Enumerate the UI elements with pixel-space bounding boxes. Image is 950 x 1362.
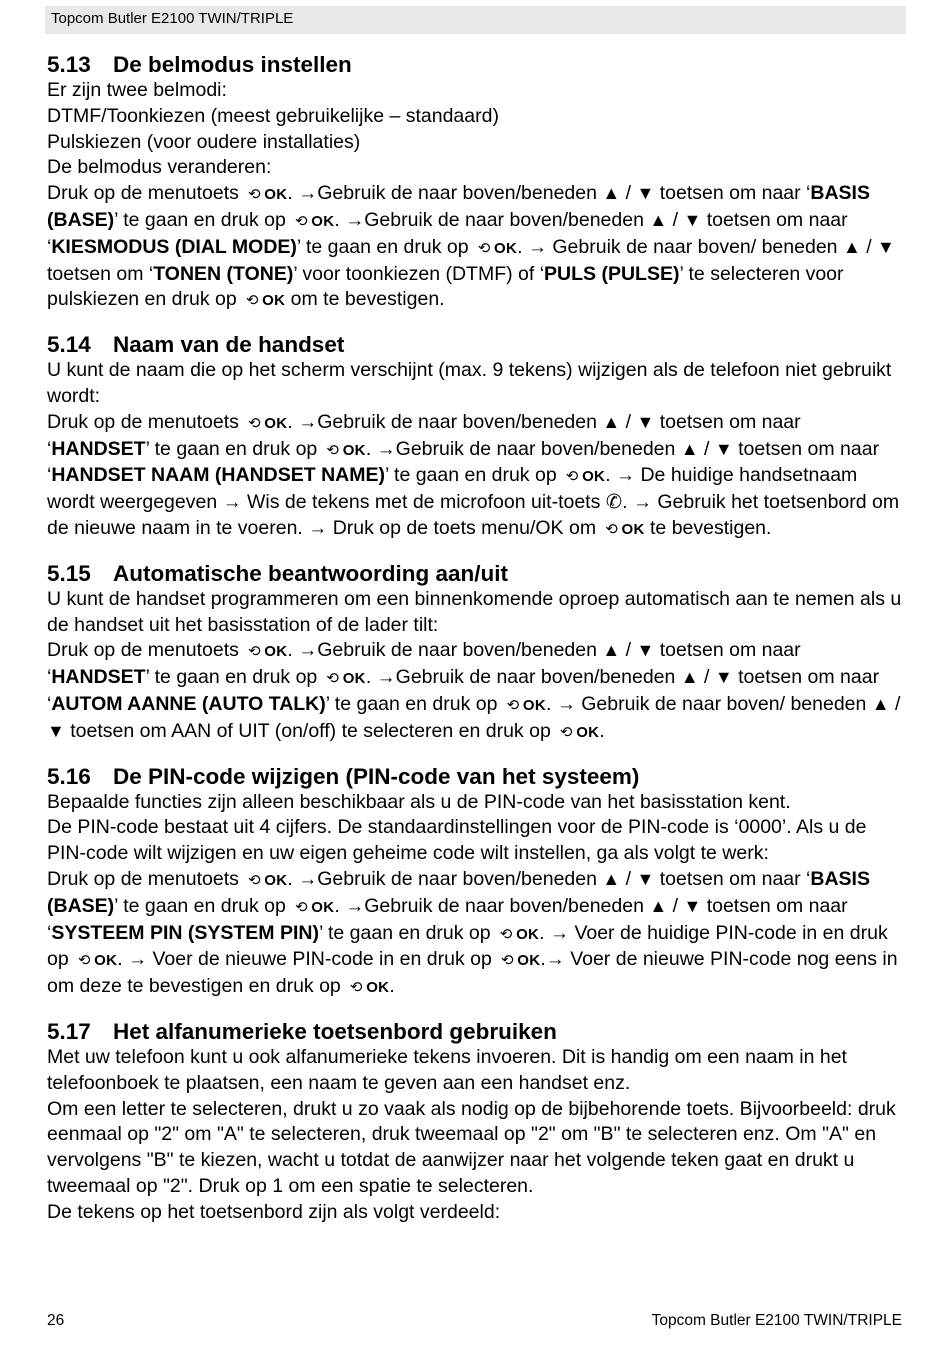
ok-key-label: OK bbox=[516, 925, 540, 943]
right-arrow-icon: → bbox=[308, 517, 328, 539]
ok-key-label: OK bbox=[621, 520, 645, 538]
ok-key-icon: ⟲ bbox=[499, 925, 513, 943]
ok-key-label: OK bbox=[311, 212, 335, 230]
paragraph: U kunt de naam die op het scherm verschijnt (max. 9 tekens) wijzigen als de telefoon niet gebruikt wordt: bbox=[47, 359, 892, 407]
paragraph: Met uw telefoon kunt u ook alfanumerieke tekens invoeren. Dit is handig om een naam in het telefoonboek te plaatsen, een naam te geven aan een handset enz. bbox=[47, 1045, 847, 1094]
ok-key-label: OK bbox=[342, 441, 366, 459]
section-5-15 bbox=[47, 561, 907, 746]
right-arrow-icon: → bbox=[298, 183, 318, 205]
right-arrow-icon: → bbox=[376, 438, 396, 460]
ok-key-label: OK bbox=[366, 979, 390, 997]
instruction-paragraph: Druk op de menutoets ⟲ OK. →Gebruik de naar boven/beneden ▲ / ▼ toetsen om naar ‘HANDSET’ te gaan en druk op ⟲ OK. →Gebruik de naar boven/beneden ▲ / ▼ toetsen om naar ‘AUTOM AANNE (AUTO TALK)’ te gaan en druk op ⟲ OK. → Gebruik de naar boven/ beneden ▲ / ▼ toetsen om AAN of UIT (on/off) te selecteren en druk op ⟲ OK. bbox=[47, 638, 907, 745]
right-arrow-icon: → bbox=[222, 492, 242, 514]
ok-key-label: OK bbox=[262, 292, 286, 310]
up-triangle-icon: ▲ bbox=[649, 895, 668, 916]
right-arrow-icon: → bbox=[616, 465, 636, 487]
up-triangle-icon: ▲ bbox=[602, 183, 621, 204]
section-heading: 5.16 De PIN-code wijzigen (PIN-code van het systeem) bbox=[47, 763, 640, 789]
ok-key-icon: ⟲ bbox=[247, 871, 261, 889]
paragraph: Om een letter te selecteren, drukt u zo vaak als nodig op de bijbehorende toets. Bijvoorbeeld: druk eenmaal op "2" om "A" te selecteren, druk tweemaal op "2" om "B" te selecteren enz. Om "A" en vervolgens "B" te kiezen, wacht u totdat de aanwijzer naar het volgende teken gaat en drukt u tweemaal op "2". Druk op 1 om een spatie te selecteren. bbox=[47, 1097, 896, 1197]
ok-key-label: OK bbox=[582, 468, 606, 486]
ok-key-icon: ⟲ bbox=[247, 414, 261, 432]
right-arrow-icon: → bbox=[632, 492, 652, 514]
paragraph: De belmodus veranderen: bbox=[47, 156, 272, 179]
ok-key-icon: ⟲ bbox=[294, 212, 308, 230]
ok-key-icon: ⟲ bbox=[245, 292, 259, 310]
right-arrow-icon: → bbox=[556, 693, 576, 715]
up-triangle-icon: ▲ bbox=[649, 209, 668, 230]
section-heading: 5.13 De belmodus instellen bbox=[47, 52, 352, 77]
ok-key-icon: ⟲ bbox=[559, 723, 573, 741]
ok-key-icon: ⟲ bbox=[326, 441, 339, 459]
section-5-17 bbox=[47, 1019, 907, 1226]
ok-key-icon: ⟲ bbox=[349, 979, 363, 997]
paragraph: De tekens op het toetsenbord zijn als volgt verdeeld: bbox=[47, 1200, 501, 1223]
section-heading: 5.17 Het alfanumerieke toetsenbord gebruiken bbox=[47, 1018, 557, 1044]
down-triangle-icon: ▼ bbox=[636, 183, 655, 204]
right-arrow-icon: → bbox=[298, 868, 318, 890]
instruction-paragraph: Druk op de menutoets ⟲ OK. →Gebruik de naar boven/beneden ▲ / ▼ toetsen om naar ‘BASIS (BASE)’ te gaan en druk op ⟲ OK. →Gebruik de naar boven/beneden ▲ / ▼ toetsen om naar ‘SYSTEEM PIN (SYSTEM PIN)’ te gaan en druk op ⟲ OK. → Voer de huidige PIN-code in en druk op ⟲ OK. → Voer de nieuwe PIN-code in en druk op ⟲ OK.→ Voer de nieuwe PIN-code nog eens in om deze te bevestigen en druk op ⟲ OK. bbox=[47, 867, 907, 1001]
ok-key-label: OK bbox=[264, 871, 288, 889]
right-arrow-icon: → bbox=[550, 922, 570, 944]
down-triangle-icon: ▼ bbox=[683, 209, 702, 230]
down-triangle-icon: ▼ bbox=[714, 667, 733, 688]
ok-key-label: OK bbox=[494, 239, 518, 257]
ok-key-label: OK bbox=[522, 696, 546, 714]
section-5-16 bbox=[47, 764, 907, 1001]
paragraph: Er zijn twee belmodi: bbox=[47, 79, 227, 101]
instruction-paragraph: Druk op de menutoets ⟲ OK. →Gebruik de naar boven/beneden ▲ / ▼ toetsen om naar ‘BASIS (BASE)’ te gaan en druk op ⟲ OK. →Gebruik de naar boven/beneden ▲ / ▼ toetsen om naar ‘KIESMODUS (DIAL MODE)’ te gaan en druk op ⟲ OK. → Gebruik de naar boven/ beneden ▲ / ▼ toetsen om ‘TONEN (TONE)’ voor toonkiezen (DTMF) of ‘PULS (PULSE)’ te selecteren voor pulskiezen en druk op ⟲ OK om te bevestigen. bbox=[47, 181, 907, 314]
up-triangle-icon: ▲ bbox=[602, 640, 621, 661]
up-triangle-icon: ▲ bbox=[680, 438, 699, 459]
page-footer bbox=[47, 1312, 902, 1330]
ok-key-label: OK bbox=[264, 414, 288, 432]
ok-key-label: OK bbox=[342, 670, 366, 688]
up-triangle-icon: ▲ bbox=[602, 868, 621, 889]
down-triangle-icon: ▼ bbox=[683, 895, 702, 916]
document-body bbox=[47, 52, 907, 1243]
section-5-13 bbox=[47, 52, 907, 314]
ok-key-label: OK bbox=[264, 643, 288, 661]
section-5-14 bbox=[47, 332, 907, 543]
ok-key-label: OK bbox=[94, 952, 118, 970]
down-triangle-icon: ▼ bbox=[636, 640, 655, 661]
right-arrow-icon: → bbox=[376, 667, 396, 689]
handset-icon: ✆ bbox=[605, 491, 623, 514]
ok-key-icon: ⟲ bbox=[247, 186, 261, 204]
up-triangle-icon: ▲ bbox=[680, 667, 699, 688]
ok-key-icon: ⟲ bbox=[477, 239, 491, 257]
right-arrow-icon: → bbox=[128, 949, 148, 971]
ok-key-icon: ⟲ bbox=[565, 468, 579, 486]
page-number: 26 bbox=[47, 1312, 65, 1329]
ok-key-icon: ⟲ bbox=[294, 898, 308, 916]
up-triangle-icon: ▲ bbox=[842, 236, 861, 257]
right-arrow-icon: → bbox=[345, 895, 365, 917]
ok-key-icon: ⟲ bbox=[247, 643, 261, 661]
ok-key-icon: ⟲ bbox=[500, 952, 514, 970]
paragraph: Bepaalde functies zijn alleen beschikbaar als u de PIN-code van het basisstation kent. bbox=[47, 790, 791, 813]
page-header bbox=[45, 6, 906, 34]
right-arrow-icon: → bbox=[298, 411, 318, 433]
down-triangle-icon: ▼ bbox=[636, 868, 655, 889]
up-triangle-icon: ▲ bbox=[871, 693, 890, 714]
paragraph: De PIN-code bestaat uit 4 cijfers. De standaardinstellingen voor de PIN-code is ‘0000’. Als u de PIN-code wilt wijzigen en uw eigen geheime code wilt instellen, ga als volgt te werk: bbox=[47, 816, 867, 865]
up-triangle-icon: ▲ bbox=[602, 411, 621, 432]
down-triangle-icon: ▼ bbox=[714, 438, 733, 459]
paragraph: DTMF/Toonkiezen (meest gebruikelijke – standaard) bbox=[47, 104, 499, 127]
ok-key-label: OK bbox=[517, 952, 541, 970]
paragraph: U kunt de handset programmeren om een binnenkomende oproep automatisch aan te nemen als u de handset uit het basisstation of de lader tilt: bbox=[47, 587, 902, 636]
header-title: Topcom Butler E2100 TWIN/TRIPLE bbox=[51, 10, 294, 27]
right-arrow-icon: → bbox=[545, 949, 565, 971]
ok-key-label: OK bbox=[264, 186, 288, 204]
section-heading: 5.14 Naam van de handset bbox=[47, 332, 345, 358]
down-triangle-icon: ▼ bbox=[877, 236, 895, 257]
ok-key-icon: ⟲ bbox=[605, 520, 618, 538]
ok-key-label: OK bbox=[576, 723, 600, 741]
ok-key-icon: ⟲ bbox=[506, 696, 520, 714]
paragraph: Pulskiezen (voor oudere installaties) bbox=[47, 130, 361, 153]
section-heading: 5.15 Automatische beantwoording aan/uit bbox=[47, 560, 509, 586]
instruction-paragraph: Druk op de menutoets ⟲ OK. →Gebruik de naar boven/beneden ▲ / ▼ toetsen om naar ‘HANDSET’ te gaan en druk op ⟲ OK. →Gebruik de naar boven/beneden ▲ / ▼ toetsen om naar ‘HANDSET NAAM (HANDSET NAME)’ te gaan en druk op ⟲ OK. → De huidige handsetnaam wordt weergegeven → Wis de tekens met de microfoon uit-toets ✆. → Gebruik het toetsenbord om de nieuwe naam in te voeren. → Druk op de toets menu/OK om ⟲ OK te bevestigen. bbox=[47, 410, 907, 543]
right-arrow-icon: → bbox=[345, 209, 365, 231]
down-triangle-icon: ▼ bbox=[636, 411, 655, 432]
right-arrow-icon: → bbox=[527, 236, 547, 258]
right-arrow-icon: → bbox=[298, 640, 318, 662]
ok-key-icon: ⟲ bbox=[77, 952, 91, 970]
ok-key-label: OK bbox=[311, 898, 335, 916]
ok-key-icon: ⟲ bbox=[326, 670, 339, 688]
footer-title: Topcom Butler E2100 TWIN/TRIPLE bbox=[651, 1312, 902, 1329]
down-triangle-icon: ▼ bbox=[47, 720, 65, 741]
